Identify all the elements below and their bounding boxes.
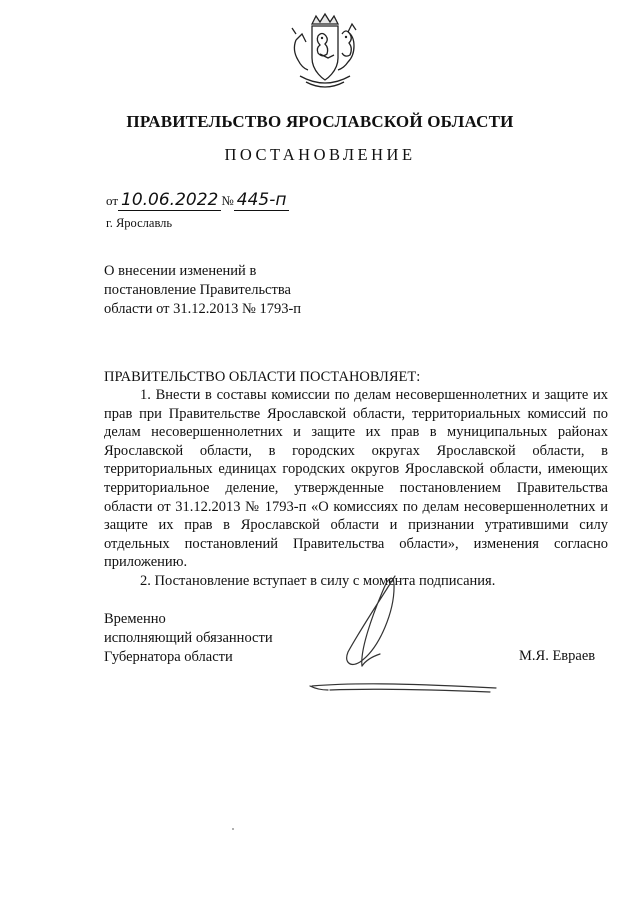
from-label: от xyxy=(106,193,119,208)
decree-heading: ПРАВИТЕЛЬСТВО ОБЛАСТИ ПОСТАНОВЛЯЕТ: xyxy=(104,369,421,385)
position-line: Губернатора области xyxy=(104,649,233,665)
document-subject xyxy=(104,262,301,319)
document-type: ПОСТАНОВЛЕНИЕ xyxy=(224,145,416,164)
city-label: г. Ярославль xyxy=(106,216,173,230)
registration-line xyxy=(106,190,289,211)
organization-title: ПРАВИТЕЛЬСТВО ЯРОСЛАВСКОЙ ОБЛАСТИ xyxy=(126,112,514,131)
signatory-position xyxy=(104,610,273,667)
subject-line: области от 31.12.2013 № 1793-п xyxy=(104,301,302,317)
subject-line: постановление Правительства xyxy=(104,282,291,298)
document-body xyxy=(104,386,608,591)
handwritten-signature xyxy=(300,570,510,700)
position-line: исполняющий обязанности xyxy=(104,630,273,646)
handwritten-date: 10.06.2022 xyxy=(118,190,221,211)
coat-of-arms-emblem xyxy=(282,10,368,96)
position-line: Временно xyxy=(104,611,166,627)
handwritten-number: 445-п xyxy=(234,190,290,211)
paragraph-2: 2. Постановление вступает в силу с момента подписания. xyxy=(140,572,496,589)
scan-speck xyxy=(232,828,234,830)
signatory-name: М.Я. Евраев xyxy=(519,648,596,664)
paragraph-1: 1. Внести в составы комиссии по делам несовершеннолетних и защите их прав при Правительстве Ярославской области, территориальных комиссий по делам несовершеннолетних и защите их прав в муниципальных районах Ярославской области, в городских округах Ярославской области, в территориальных единицах городских округов Ярославской области, имеющих территориальное деление, утвержденные постановлением Правительства области от 31.12.2013 № 1793-п «О комиссиях по делам несовершеннолетних и защите их прав в Ярославской области и признании утратившими силу отдельных постановлений Правительства области», изменения согласно приложению. xyxy=(104,387,608,571)
subject-line: О внесении изменений в xyxy=(104,263,257,279)
number-label: № xyxy=(221,193,234,208)
